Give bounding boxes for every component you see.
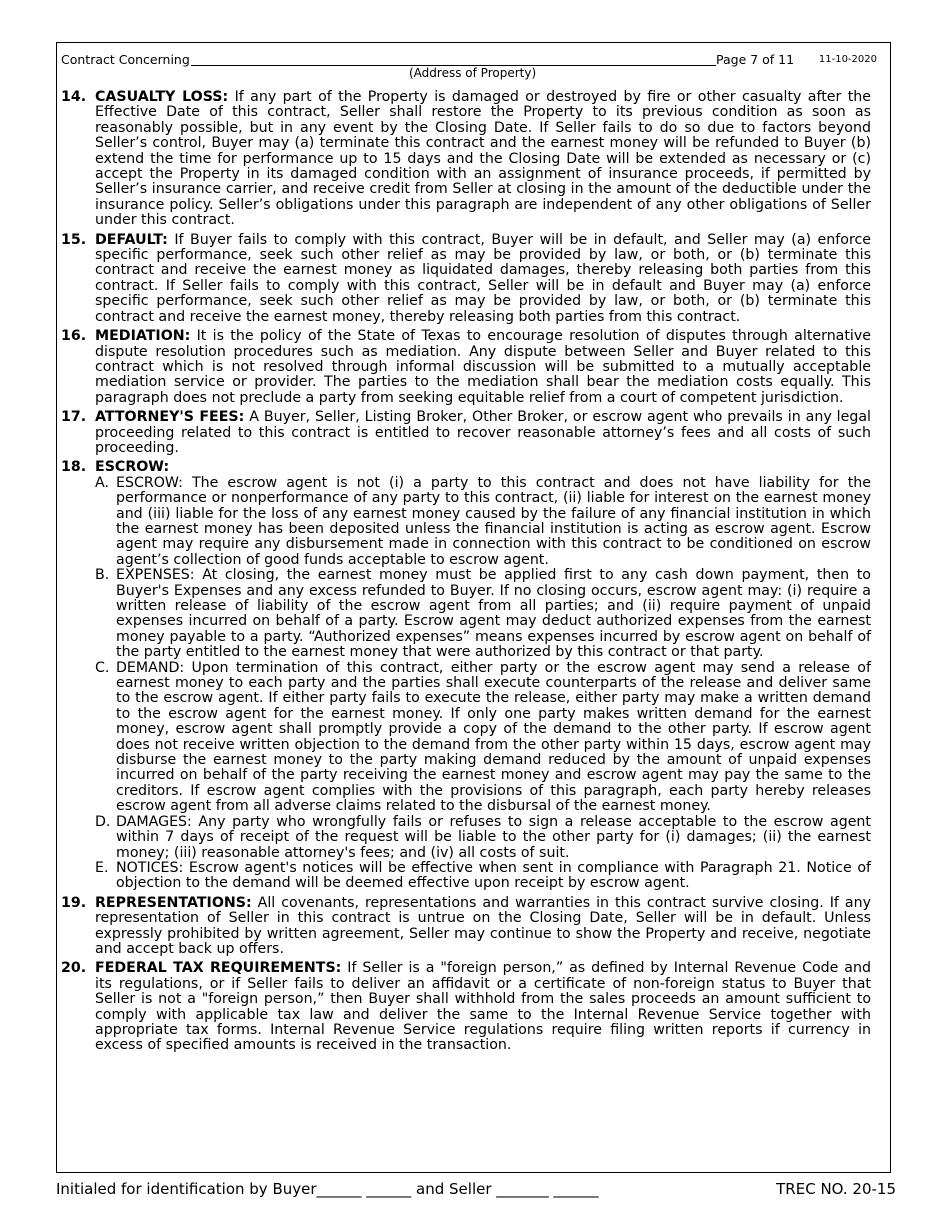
- item-text: EXPENSES: At closing, the earnest money must be applied first to any cash down payment, then to Buyer's Expenses and any excess refunded to Buyer. If no closing occurs, escrow agent may: (i) require a written release of liability of the escrow agent from all parties; and (ii) require payment of unpaid expenses incurred on behalf of a party. Escrow agent may deduct authorized expenses from the earnest money payable to a party. “Authorized expenses” means expenses incurred by escrow agent on behalf of the party entitled to the earnest money that were authorized by this contract or that party.: [116, 567, 871, 661]
- contract-concerning-label: Contract Concerning: [61, 52, 190, 67]
- item-letter: E.: [95, 859, 109, 876]
- escrow-item-d: [61, 815, 871, 861]
- escrow-item-b: [61, 568, 871, 660]
- section-20: [61, 961, 871, 1053]
- section-text: If Buyer fails to comply with this contract, Buyer will be in default, and Seller may (a) enforce specific performance, seek such other relief as may be provided by law, or both, or (b) terminate this contract and receive the earnest money as liquidated damages, thereby releasing both parties from this contract. If Seller fails to comply with this contract, Seller will be in default and Buyer may (a) enforce specific performance, seek such other relief as may be provided by law, or both, or (b) terminate this contract and receive the earnest money, thereby releasing both parties from this contract.: [95, 231, 871, 325]
- section-16: [61, 329, 871, 406]
- section-text: It is the policy of the State of Texas to encourage resolution of disputes through alternative dispute resolution procedures such as mediation. Any dispute between Seller and Buyer related to this contract which is not resolved through informal discussion will be submitted to a mutually acceptable mediation service or provider. The parties to the mediation shall bear the mediation costs equally. This paragraph does not preclude a party from seeking equitable relief from a court of competent jurisdiction.: [95, 328, 872, 406]
- section-text: A Buyer, Seller, Listing Broker, Other Broker, or escrow agent who prevails in any legal proceeding related to this contract is entitled to recover reasonable attorney’s fees and all costs of such proceeding.: [95, 409, 871, 456]
- section-title: ESCROW:: [95, 459, 170, 476]
- section-title: MEDIATION:: [95, 328, 191, 345]
- initials-line[interactable]: Initialed for identification by Buyer______ ______ and Seller _______ ______: [56, 1180, 599, 1198]
- section-number: 20.: [61, 960, 87, 977]
- section-title: CASUALTY LOSS:: [95, 89, 229, 105]
- section-text: If Seller is a "foreign person,” as defined by Internal Revenue Code and its regulations, or if Seller fails to deliver an affidavit or a certificate of non-foreign status to Buyer that Seller is not a "foreign person,” then Buyer shall withhold from the sales proceeds an amount sufficient to comply with applicable tax law and deliver the same to the Internal Revenue Service together with appropriate tax forms. Internal Revenue Service regulations require filing written reports if currency in excess of specified amounts is received in the transaction.: [95, 960, 872, 1054]
- form-date: 11-10-2020: [818, 54, 877, 65]
- address-caption: (Address of Property): [409, 66, 537, 80]
- page-header: [61, 52, 877, 82]
- section-18: [61, 460, 871, 475]
- section-17: [61, 410, 871, 456]
- escrow-item-e: [61, 861, 871, 892]
- item-text: DEMAND: Upon termination of this contract, either party or the escrow agent may send a release of earnest money to each party and the parties shall execute counterparts of the release and deliver same to the escrow agent. If either party fails to execute the release, either party may make a written demand to the escrow agent for the earnest money. If only one party makes written demand for the earnest money, escrow agent shall promptly provide a copy of the demand to the other party. If escrow agent does not receive written objection to the demand from the other party within 15 days, escrow agent may disburse the earnest money to the party making demand reduced by the amount of unpaid expenses incurred on behalf of the party receiving the earnest money and escrow agent may pay the same to the creditors. If escrow agent complies with the provisions of this paragraph, each party hereby releases escrow agent from all adverse claims related to the disbursal of the earnest money.: [116, 659, 871, 815]
- section-14: [61, 90, 871, 229]
- escrow-item-a: [61, 476, 871, 568]
- item-text: NOTICES: Escrow agent's notices will be effective when sent in compliance with Paragraph 21. Notice of objection to the demand will be deemed effective upon receipt by escrow agent.: [116, 859, 871, 892]
- page-number: Page 7 of 11: [716, 52, 795, 67]
- section-title: DEFAULT:: [95, 231, 168, 248]
- item-letter: A.: [95, 474, 109, 491]
- item-text: DAMAGES: Any party who wrongfully fails or refuses to sign a release acceptable to the escrow agent within 7 days of receipt of the request will be liable to the other party for (i) damages; (ii) the earnest money; (iii) reasonable attorney's fees; and (iv) all costs of suit.: [116, 813, 871, 861]
- escrow-item-c: [61, 661, 871, 815]
- section-text: All covenants, representations and warranties in this contract survive closing. If any representation of Seller in this contract is untrue on the Closing Date, Seller will be in default. Unless expressly prohibited by written agreement, Seller may continue to show the Property and receive, negotiate and accept back up offers.: [95, 894, 871, 957]
- form-number: TREC NO. 20-15: [776, 1180, 896, 1198]
- section-number: 16.: [61, 328, 87, 345]
- section-number: 18.: [61, 459, 87, 476]
- section-text: If any part of the Property is damaged or destroyed by fire or other casualty after the Effective Date of this contract, Seller shall restore the Property to its previous condition as soon as reasonably possible, but in any event by the Closing Date. If Seller fails to do so due to factors beyond Seller’s control, Buyer may (a) terminate this contract and the earnest money will be refunded to Buyer (b) extend the time for performance up to 15 days and the Closing Date will be extended as necessary or (c) accept the Property in its damaged condition with an assignment of insurance proceeds, if permitted by Seller’s insurance carrier, and receive credit from Seller at closing in the amount of the deductible under the insurance policy. Seller’s obligations under this paragraph are independent of any other obligations of Seller under this contract.: [95, 89, 872, 229]
- contract-body: [61, 90, 871, 1058]
- item-letter: B.: [95, 567, 110, 584]
- section-title: ATTORNEY'S FEES:: [95, 409, 245, 426]
- item-letter: D.: [95, 813, 111, 830]
- item-text: ESCROW: The escrow agent is not (i) a party to this contract and does not have liability for the performance or nonperformance of any party to this contract, (ii) liable for interest on the earnest money and (iii) liable for the loss of any earnest money caused by the failure of any financial institution in which the earnest money has been deposited unless the financial institution is acting as escrow agent. Escrow agent may require any disbursement made in connection with this contract to be conditioned on escrow agent’s collection of good funds acceptable to escrow agent.: [116, 474, 871, 568]
- section-number: 19.: [61, 894, 87, 911]
- section-number: 14.: [61, 89, 87, 105]
- section-title: FEDERAL TAX REQUIREMENTS:: [95, 960, 342, 977]
- section-19: [61, 896, 871, 958]
- section-title: REPRESENTATIONS:: [95, 894, 252, 911]
- section-number: 15.: [61, 231, 87, 248]
- item-letter: C.: [95, 659, 110, 676]
- section-15: [61, 233, 871, 325]
- section-number: 17.: [61, 409, 87, 426]
